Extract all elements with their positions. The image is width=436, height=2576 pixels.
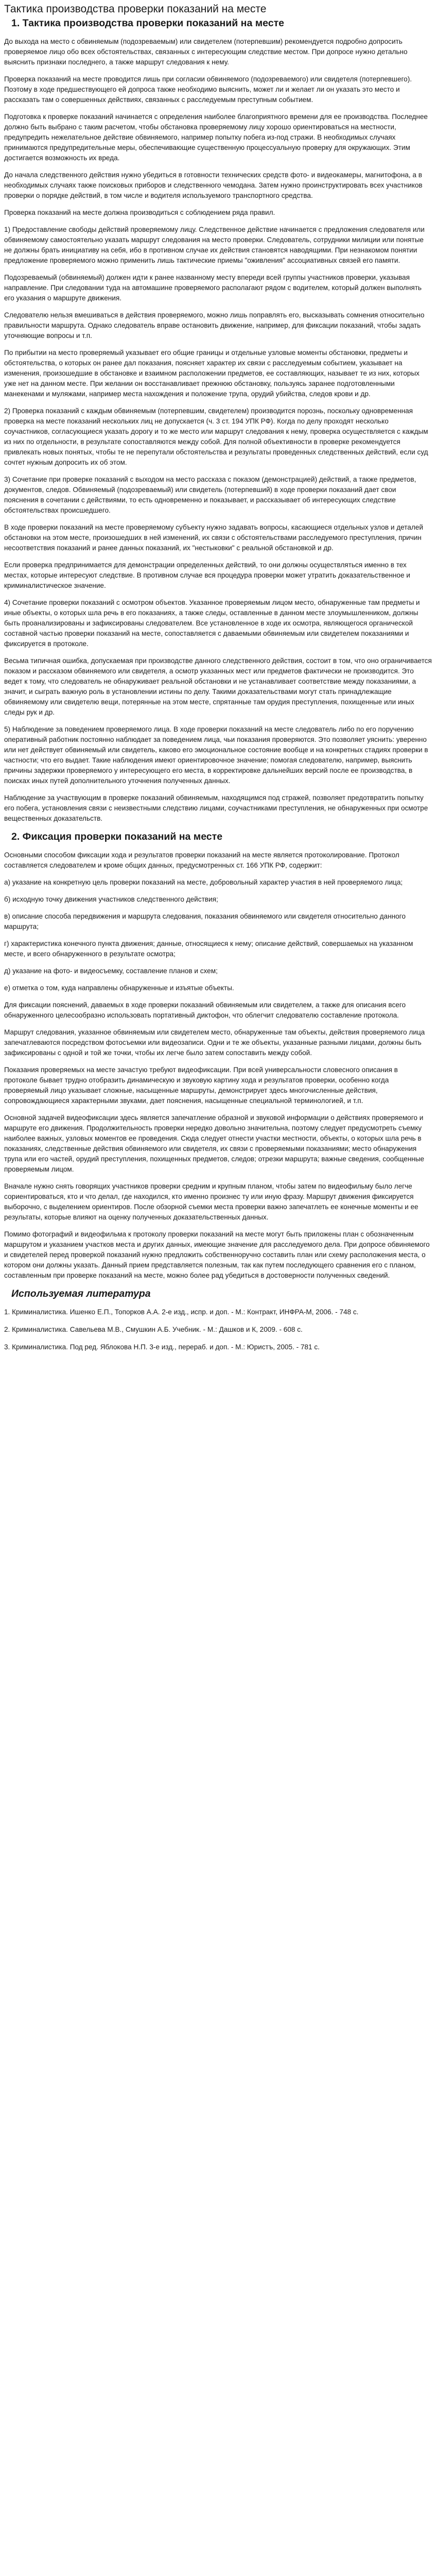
literature-heading: Используемая литература bbox=[11, 1288, 151, 1299]
section-paragraph: е) отметка о том, куда направлены обнаруженные и изъятые объекты. bbox=[4, 984, 234, 992]
section-paragraph: Помимо фотографий и видеофильма к протоколу проверки показаний на месте могут быть приложены план с обозначенным маршрутом и указанием участков места и других данных, имеющие значение для расследуемого дела. При допросе обвиняемого и свидетелей перед проверкой показаний нужно предложить собственноручно составить план или схему расположения места, о котором они должны указать. Данный прием представляется полезным, так как путем последующего сравнения его с планом, составленным при проверке показаний на месте, можно более рад убедиться в достоверности полученных сведений. bbox=[4, 1230, 430, 1279]
section-paragraph: 2) Проверка показаний с каждым обвиняемым (потерпевшим, свидетелем) производится порознь, поскольку одновременная проверка на месте показаний нескольких лиц не допускается (ч. 3 ст. 194 УПК РФ). Когда по делу проходят несколько соучастников, согласующиеся указать дорогу и то же место или маршрут следования к нему, проверка осуществляется с каждым из них по отдельности, в результате сопоставляются между собой. Для полной объективности в проверке рекомендуется привлекать новых понятых, чтобы те не перепутали обстоятельства и результаты проведенных следственных действий, если суд сочтет нужным допросить их об этом. bbox=[4, 407, 428, 466]
literature-item: 3. Криминалистика. Под ред. Яблокова Н.П. 3-е изд., перераб. и доп. - М.: Юристъ, 2005. - 781 с. bbox=[4, 1343, 320, 1351]
section-paragraph: Следователю нельзя вмешиваться в действия проверяемого, можно лишь поправлять его, высказывать сомнения относительно правильности маршрута. Однако следователь вправе остановить движение, например, для фиксации показаний, чтобы задать уточняющие вопросы и т.п. bbox=[4, 311, 425, 340]
section-paragraph: По прибытии на место проверяемый указывает его общие границы и отдельные узловые моменты обстановки, предметы и обстоятельства, о которых он ранее дал показания, поясняет характер их связи с расследуемым событием, указывает на изменения, произошедшие в обстановке и взаимном расположении предметов, ее составляющих, называет те из них, которых уже нет на данном месте. При желании он восстанавливает прежнюю обстановку, пользуясь заранее подготовленными манекенами и муляжами, например места нахождения и положение трупа, орудий убийства, следов крови и др. bbox=[4, 349, 420, 398]
section-paragraph: в) описание способа передвижения и маршрута следования, показания обвиняемого или свидетеля относительно данного маршрута; bbox=[4, 912, 406, 930]
section-paragraph: д) указание на фото- и видеосъемку, составление планов и схем; bbox=[4, 967, 218, 975]
document-body bbox=[4, 17, 432, 1352]
section-paragraph: Подозреваемый (обвиняемый) должен идти к ранее названному месту впереди всей группы участников проверки, указывая направление. При следовании туда на автомашине проверяемого располагают рядом с водителем, который должен выполнять его указания о маршруте движения. bbox=[4, 274, 422, 302]
section-paragraph: 4) Сочетание проверки показаний с осмотром объектов. Указанное проверяемым лицом место, обнаруженные там предметы и иные объекты, о которых шла речь в его показаниях, а также следы, оставленные в данном месте злоумышленником, должны быть проанализированы и зафиксированы следователем. Все установленное в ходе их осмотра, являющегося органической составной частью проверки показаний на месте, сопоставляется с даваемыми обвиняемым или свидетелем показаниями и фиксируется в протоколе. bbox=[4, 599, 420, 648]
literature-item: 2. Криминалистика. Савельева М.В., Смушкин А.Б. Учебник. - М.: Дашков и К, 2009. - 608 с. bbox=[4, 1326, 303, 1333]
section-paragraph: а) указание на конкретную цель проверки показаний на месте, добровольный характер участия в ней проверяемого лица; bbox=[4, 878, 403, 886]
literature-item: 1. Криминалистика. Ишенко Е.П., Топорков А.А. 2-е изд., испр. и доп. - М.: Контракт, ИНФРА-М, 2006. - 748 с. bbox=[4, 1308, 359, 1316]
section-paragraph: 3) Сочетание при проверке показаний с выходом на место рассказа с показом (демонстрацией) действий, а также предметов, документов, следов. Обвиняемый (подозреваемый) или свидетель (потерпевший) в ходе проверки показаний дает свои пояснения в сочетании с действиями, то есть одновременно и показывает, и рассказывает об интересующих следствие обстоятельствах происшедшего. bbox=[4, 476, 416, 514]
page-title: Тактика производства проверки показаний на месте bbox=[4, 3, 267, 15]
section-paragraph: Вначале нужно снять говорящих участников проверки средним и крупным планом, чтобы затем по видеофильму было легче сориентироваться, кто и что делал, где находился, кто именно произнес ту или иную фразу. Маршрут движения фиксируется выборочно, с выделением ориентиров. После обзорной съемки места проверки важно запечатлеть ее конечные моменты и ее результаты, которые влияют на оценку полученных доказательственных данных. bbox=[4, 1182, 418, 1221]
section-paragraph: До выхода на место с обвиняемым (подозреваемым) или свидетелем (потерпевшим) рекомендуется подробно допросить проверяемое лицо обо всех обстоятельствах, связанных с интересующим следствие местом. При допросе нужно детально выяснить признаки последнего, а также маршрут следования к нему. bbox=[4, 38, 408, 66]
section-paragraph: Наблюдение за участвующим в проверке показаний обвиняемым, находящимся под стражей, позволяет предотвратить попытку его побега, установления связи с неизвестными следствию лицами, соучастниками преступления, не обнаруженных при осмотре вещественных доказательств. bbox=[4, 794, 428, 822]
section-paragraph: Основной задачей видеофиксации здесь является запечатление образной и звуковой информации о действиях проверяемого и маршруте его движения. Продолжительность проверки нередко довольно значительна, поэтому следует предусмотреть съемку наиболее важных, узловых моментов ее проведения. Сюда следует отнести участки местности, объекты, о которых шла речь в показаниях, следственные действия обвиняемого или свидетеля, их связи с проверяемыми показаниями; место обнаружения трупа или его частей, орудий преступления, похищенных предметов, следов; отрезки маршрута; важные сведения, сообщенные проверяемым лицом. bbox=[4, 1114, 425, 1173]
section-paragraph: Для фиксации пояснений, даваемых в ходе проверки показаний обвиняемым или свидетелем, а также для описания всего обнаруженного целесообразно использовать портативный диктофон, что облегчит следователю составление протокола. bbox=[4, 1001, 406, 1019]
section-paragraph: В ходе проверки показаний на месте проверяемому субъекту нужно задавать вопросы, касающиеся отдельных узлов и деталей обстановки на этом месте, произошедших в ней изменений, их связи с обстоятельствами расследуемого преступления, причин несоответствия показаний и ранее данных показаний, их "нестыковки" с реальной обстановкой и др. bbox=[4, 523, 423, 552]
section-paragraph: Проверка показаний на месте проводится лишь при согласии обвиняемого (подозреваемого) или свидетеля (потерпевшего). Поэтому в ходе предшествующего ей допроса также необходимо выяснить, может ли и желает ли он указать это место и рассказать там о совершенных действиях, связанных с расследуемым преступным событием. bbox=[4, 75, 412, 104]
section-paragraph: Проверка показаний на месте должна производиться с соблюдением ряда правил. bbox=[4, 209, 275, 216]
section-paragraph: Показания проверяемых на месте зачастую требуют видеофиксации. При всей универсальности словесного описания в протоколе бывает трудно отобразить динамическую и звуковую картину хода и результатов проверки, особенно когда проверяемый лицо указывает сложные, насыщенные маршруты, демонстрирует здесь многочисленные действия, сопровождающиеся характерными звуками, дает пояснения, насыщенные специальной терминологией, и т.п. bbox=[4, 1066, 398, 1105]
section-paragraph: б) исходную точку движения участников следственного действия; bbox=[4, 895, 218, 903]
section-heading: 2. Фиксация проверки показаний на месте bbox=[11, 831, 223, 842]
section-paragraph: г) характеристика конечного пункта движения; данные, относящиеся к нему; описание действий, совершаемых на указанном месте, и всего обнаруженного в результате осмотра; bbox=[4, 940, 413, 958]
section-paragraph: Весьма типичная ошибка, допускаемая при производстве данного следственного действия, состоит в том, что оно ограничивается показом и рассказом обвиняемого или свидетеля, а осмотр указанных мест или предметов фактически не производится. Это ведет к тому, что следователь не обнаруживает реальной обстановки и не устанавливает соответствие между показаниями, а значит, и сыграть важную роль в установлении истины по делу. Такими доказательствами могут стать принадлежащие обвиняемому или свидетелю вещи, потерянные на этом месте, спрятанные там орудия преступления, похищенные или иных следы рук и др. bbox=[4, 657, 432, 716]
section-paragraph: Маршрут следования, указанное обвиняемым или свидетелем место, обнаруженные там объекты, действия проверяемого лица запечатлеваются посредством фотосъемки или видеозаписи. Одни и те же объекты, указанные разными лицами, должны быть зафиксированы с одной и той же точки, чтобы их легче было затем сопоставить между собой. bbox=[4, 1028, 425, 1057]
section-paragraph: 1) Предоставление свободы действий проверяемому лицу. Следственное действие начинается с предложения следователя или обвиняемому самостоятельно указать маршрут следования на место проверки. Следователь, сотрудники милиции или понятые не должны брать инициативу на себя, ибо в противном случае их действия становятся наводящими. При незнакомом понятии предложение проверяемого можно применить лишь тактические приемы "оживления" ассоциативных связей его памяти. bbox=[4, 226, 425, 264]
section-paragraph: Подготовка к проверке показаний начинается с определения наиболее благоприятного времени для ее производства. Последнее должно быть выбрано с таким расчетом, чтобы обстановка проверяемому лицу хорошо ориентироваться на местности, предупредить нежелательное действие обвиняемого, например попытку побега из-под стражи. В необходимых случаях принимаются предупредительные меры, обеспечивающие существенную процессуальную проверку для окружающих. Этим достигается возможность их вреда. bbox=[4, 113, 428, 162]
section-heading: 1. Тактика производства проверки показаний на месте bbox=[11, 18, 284, 29]
section-paragraph: До начала следственного действия нужно убедиться в готовности технических средств фото- и видеокамеры, магнитофона, а в необходимых случаях также поисковых приборов и следственного чемодана. Затем нужно проинструктировать всех участников проверки о порядке действий, в том числе и водителя используемого транспортного средства. bbox=[4, 171, 423, 199]
section-paragraph: Если проверка предпринимается для демонстрации определенных действий, то они должны осуществляться именно в тех местах, которые интересуют следствие. В противном случае вся процедура проверки может утратить доказательственное и криминалистическое значение. bbox=[4, 561, 410, 589]
section-paragraph: Основными способом фиксации хода и результатов проверки показаний на месте является протоколирование. Протокол составляется следователем и кроме общих данных, предусмотренных ст. 166 УПК РФ, содержит: bbox=[4, 851, 399, 869]
section-paragraph: 5) Наблюдение за поведением проверяемого лица. В ходе проверки показаний на месте следователь либо по его поручению оперативный работник постоянно наблюдает за поведением лица, чьи показания проверяются. Это позволяет уяснить: уверенно или нет действует обвиняемый или свидетель, каково его эмоциональное состояние вообще и на конкретных стадиях проверки в частности; что его выдает. Такие наблюдения имеют ориентировочное значение; помогая следователю, например, выяснить причины задержки проверяемого у интересующего его места, в корректировке дальнейших версий после ее производства, в поисках иных путей дополнительного уточнения полученных данных. bbox=[4, 725, 428, 785]
